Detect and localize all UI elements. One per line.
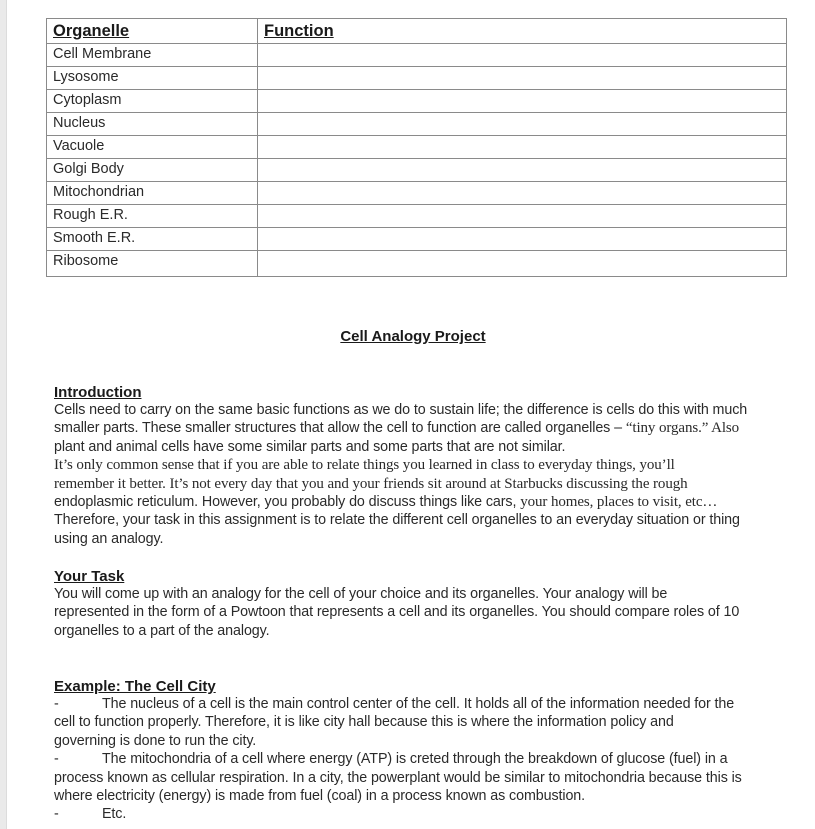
table-row bbox=[47, 136, 787, 159]
function-cell[interactable] bbox=[258, 136, 787, 159]
introduction-line-part: “tiny organs.” Also bbox=[625, 420, 740, 437]
organelle-cell: Cytoplasm bbox=[47, 90, 258, 113]
introduction-section bbox=[54, 384, 784, 548]
organelle-function-table bbox=[46, 18, 787, 277]
your-task-heading: Your Task bbox=[54, 568, 125, 585]
example-heading: Example: The Cell City bbox=[54, 678, 216, 695]
organelle-cell: Rough E.R. bbox=[47, 205, 258, 228]
example-bullet bbox=[54, 805, 784, 823]
table-row bbox=[47, 228, 787, 251]
bullet-text: The mitochondria of a cell where energy (ATP) is creted through the breakdown of glucose (fuel) in a bbox=[102, 751, 728, 768]
dash-bullet: - bbox=[54, 696, 59, 712]
column-header-organelle: Organelle bbox=[47, 19, 258, 44]
function-cell[interactable] bbox=[258, 44, 787, 67]
function-cell[interactable] bbox=[258, 67, 787, 90]
your-task-line: represented in the form of a Powtoon that represents a cell and its organelles. You should compare roles of 10 bbox=[54, 604, 740, 621]
your-task-line: You will come up with an analogy for the cell of your choice and its organelles. Your analogy will be bbox=[54, 586, 668, 602]
introduction-line-part: your homes, places to visit, etc… bbox=[520, 494, 718, 511]
introduction-line: It’s only common sense that if you are able to relate things you learned in class to everyday things, you’ll bbox=[54, 457, 675, 474]
table-row bbox=[47, 90, 787, 113]
introduction-heading: Introduction bbox=[54, 384, 142, 401]
organelle-cell: Smooth E.R. bbox=[47, 228, 258, 251]
organelle-cell: Ribosome bbox=[47, 251, 258, 277]
introduction-line: remember it better. It’s not every day that you and your friends sit around at Starbucks discussing the rough bbox=[54, 475, 688, 492]
bullet-continuation: process known as cellular respiration. In a city, the powerplant would be similar to mitochondria because this is bbox=[54, 769, 742, 786]
introduction-line: Therefore, your task in this assignment is to relate the different cell organelles to an everyday situation or thing bbox=[54, 512, 740, 529]
organelle-cell: Vacuole bbox=[47, 136, 258, 159]
organelle-cell: Mitochondrian bbox=[47, 182, 258, 205]
column-header-function: Function bbox=[258, 19, 787, 44]
table-row bbox=[47, 67, 787, 90]
organelle-cell: Golgi Body bbox=[47, 159, 258, 182]
table-row bbox=[47, 113, 787, 136]
bullet-continuation: cell to function properly. Therefore, it is like city hall because this is where the information policy and bbox=[54, 714, 674, 731]
table-header-row bbox=[47, 19, 787, 44]
introduction-line-part: endoplasmic reticulum. However, you probably do discuss things like cars, bbox=[54, 494, 521, 511]
introduction-line bbox=[54, 419, 784, 437]
your-task-line: organelles to a part of the analogy. bbox=[54, 622, 270, 639]
introduction-line-part: smaller parts. These smaller structures that allow the cell to function are called organelles – bbox=[54, 420, 626, 437]
table-row bbox=[47, 159, 787, 182]
bullet-text: Etc. bbox=[102, 806, 127, 823]
document-title: Cell Analogy Project bbox=[340, 328, 486, 345]
example-bullet bbox=[54, 750, 784, 768]
introduction-line: Cells need to carry on the same basic functions as we do to sustain life; the difference is cells do this with much bbox=[54, 402, 748, 418]
organelle-cell: Cell Membrane bbox=[47, 44, 258, 67]
table-row bbox=[47, 182, 787, 205]
function-cell[interactable] bbox=[258, 228, 787, 251]
example-bullet bbox=[54, 695, 784, 713]
dash-bullet: - bbox=[54, 806, 59, 823]
bullet-text: The nucleus of a cell is the main control center of the cell. It holds all of the information needed for the bbox=[102, 696, 735, 712]
function-cell[interactable] bbox=[258, 159, 787, 182]
table-row bbox=[47, 205, 787, 228]
function-cell[interactable] bbox=[258, 251, 787, 277]
introduction-line bbox=[54, 493, 784, 511]
table-row bbox=[47, 44, 787, 67]
table-row bbox=[47, 251, 787, 277]
bullet-continuation: governing is done to run the city. bbox=[54, 732, 257, 749]
function-cell[interactable] bbox=[258, 182, 787, 205]
your-task-section bbox=[54, 568, 784, 640]
example-section bbox=[54, 678, 784, 824]
function-cell[interactable] bbox=[258, 90, 787, 113]
organelle-cell: Nucleus bbox=[47, 113, 258, 136]
introduction-line: using an analogy. bbox=[54, 530, 164, 547]
function-cell[interactable] bbox=[258, 205, 787, 228]
dash-bullet: - bbox=[54, 751, 59, 768]
function-cell[interactable] bbox=[258, 113, 787, 136]
bullet-continuation: where electricity (energy) is made from fuel (coal) in a process known as combustion. bbox=[54, 788, 586, 805]
organelle-cell: Lysosome bbox=[47, 67, 258, 90]
introduction-line: plant and animal cells have some similar parts and some parts that are not similar. bbox=[54, 438, 566, 455]
